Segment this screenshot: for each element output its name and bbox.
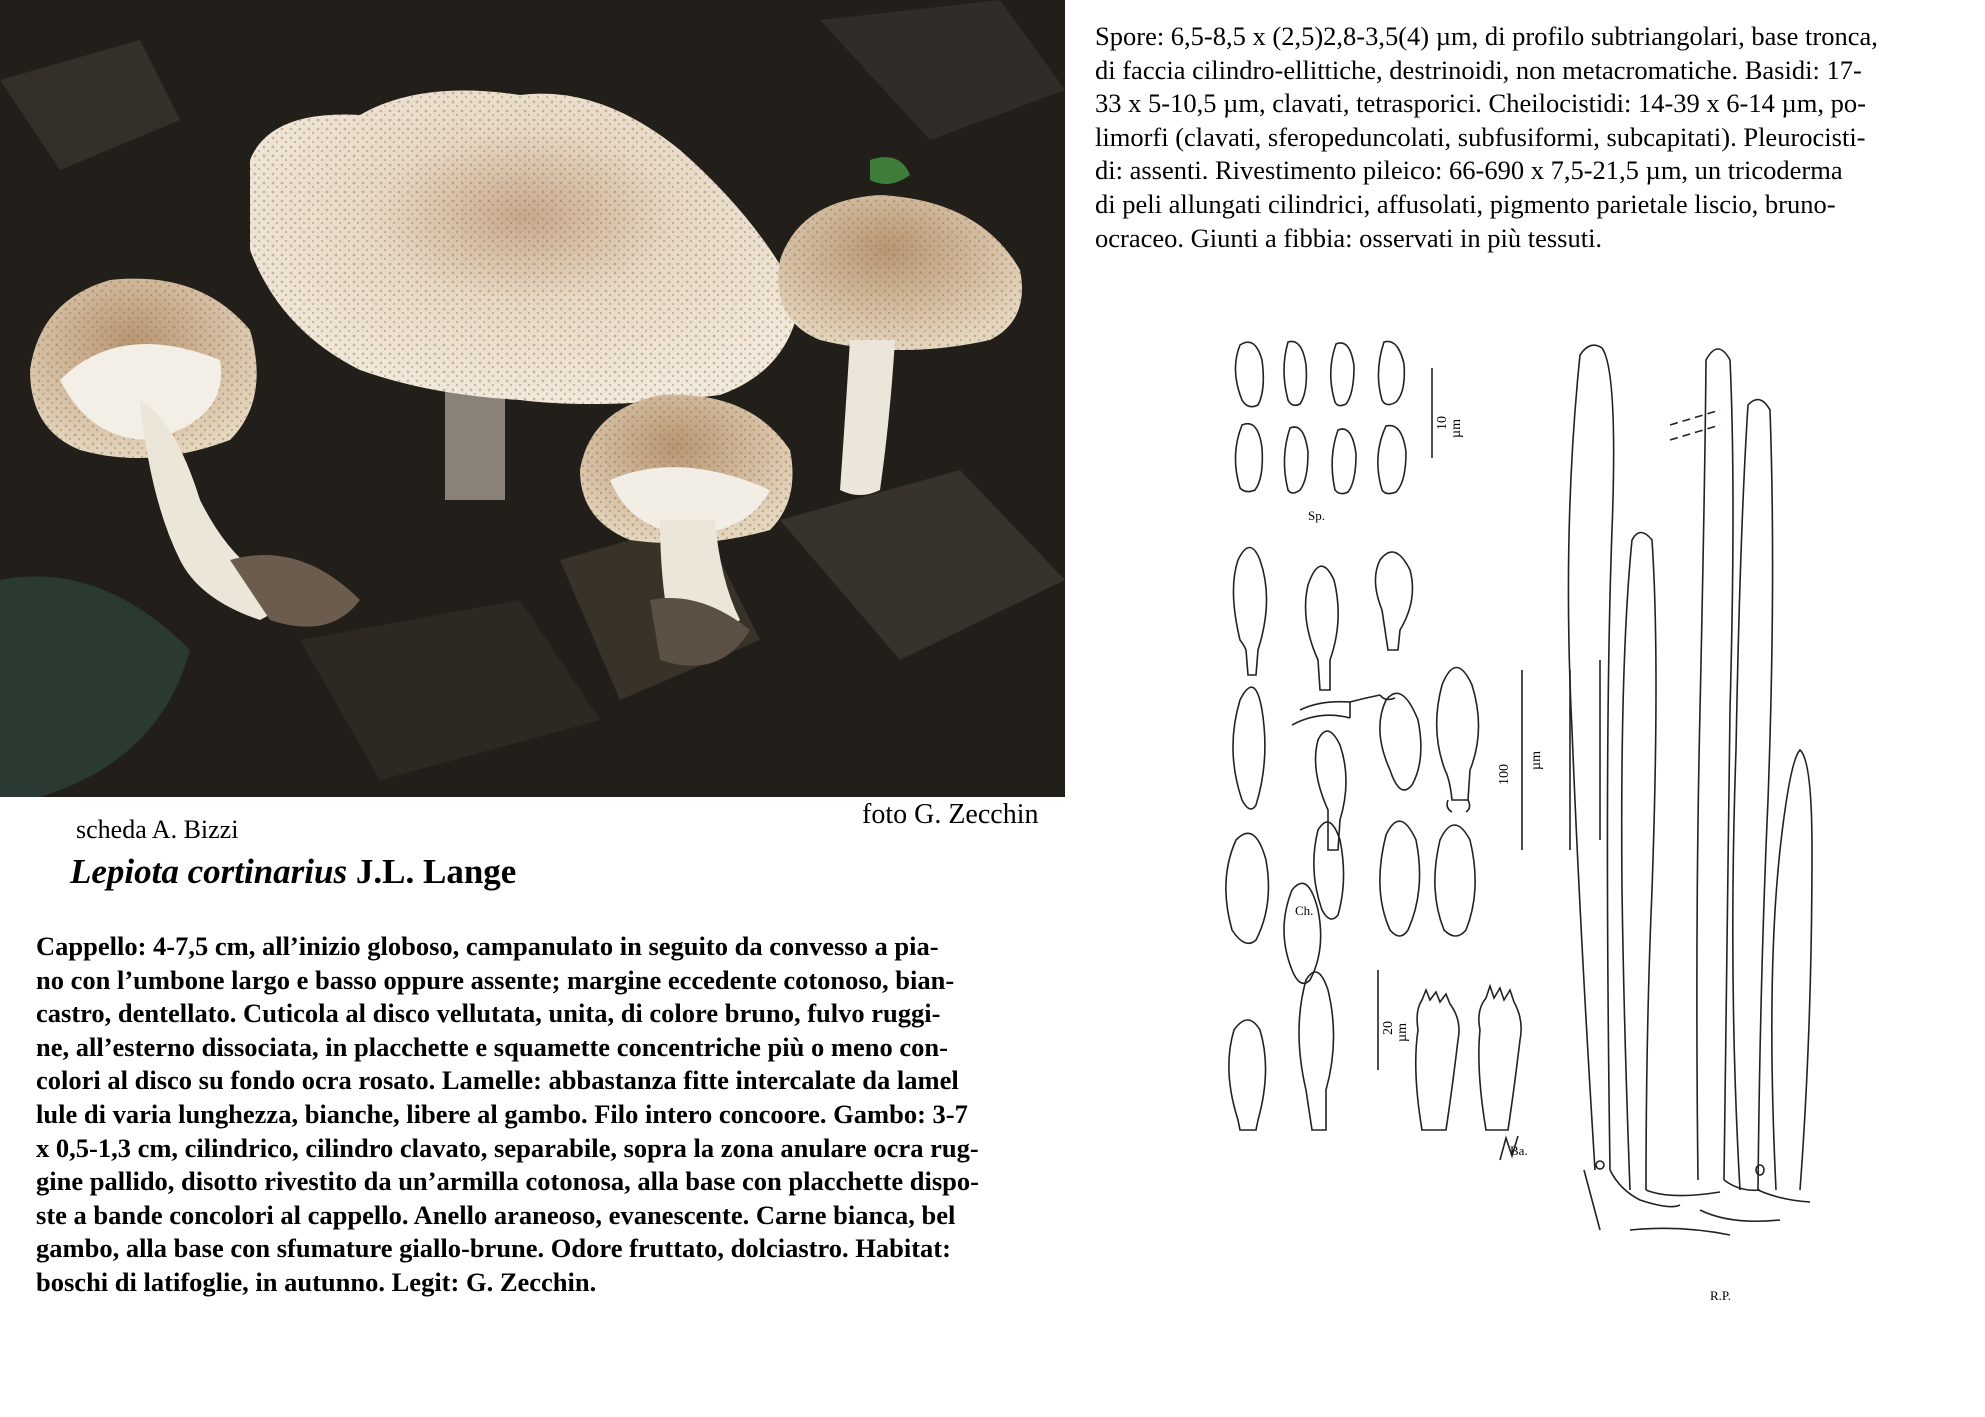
species-title bbox=[70, 852, 516, 892]
description-line: gambo, alla base con sfumature giallo-brune. Odore fruttato, dolciastro. Habitat: bbox=[36, 1233, 951, 1264]
species-author: J.L. Lange bbox=[355, 852, 517, 891]
macroscopic-description bbox=[36, 930, 1106, 1300]
species-name: Lepiota cortinarius bbox=[70, 852, 348, 891]
spores-drawing bbox=[1235, 341, 1464, 523]
description-line: gine pallido, disotto rivestito da un’armilla cotonosa, alla base con placchette dispo- bbox=[36, 1166, 979, 1197]
micro-line: di peli allungati cilindrici, affusolati, pigmento parietale liscio, bruno- bbox=[1095, 188, 1836, 219]
micro-line: limorfi (clavati, sferopeduncolati, subfusiformi, subcapitati). Pleurocisti- bbox=[1095, 121, 1866, 152]
cheilocystidia-label: Ch. bbox=[1295, 903, 1314, 918]
photo-credit: foto G. Zecchin bbox=[862, 799, 1039, 830]
basidia-label: Ba. bbox=[1510, 1143, 1528, 1158]
scale-10-unit: µm bbox=[1449, 419, 1464, 438]
description-line: boschi di latifoglie, in autunno. Legit: G. Zecchin. bbox=[36, 1266, 597, 1297]
scale-100-unit: µm bbox=[1529, 751, 1544, 770]
scale-10-value: 10 bbox=[1435, 416, 1450, 430]
scale-20-value: 20 bbox=[1381, 1021, 1396, 1035]
description-line: ne, all’esterno dissociata, in placchette e squamette concentriche più o meno con- bbox=[36, 1031, 948, 1062]
micro-line: ocraceo. Giunti a fibbia: osservati in più tessuti. bbox=[1095, 222, 1603, 253]
cheilocystidia-drawing bbox=[1226, 548, 1479, 1131]
description-line: castro, dentellato. Cuticola al disco vellutata, unita, di colore bruno, fulvo ruggi- bbox=[36, 998, 941, 1029]
micro-line: di: assenti. Rivestimento pileico: 66-690 x 7,5-21,5 µm, un tricoderma bbox=[1095, 155, 1843, 186]
microscopic-description bbox=[1095, 20, 1975, 255]
micro-line: 33 x 5-10,5 µm, clavati, tetrasporici. Cheilocistidi: 14-39 x 6-14 µm, po- bbox=[1095, 88, 1866, 119]
description-line: colori al disco su fondo ocra rosato. Lamelle: abbastanza fitte intercalate da lamel bbox=[36, 1065, 959, 1096]
pileipellis-drawing bbox=[1497, 345, 1812, 1303]
pileipellis-label: R.P. bbox=[1710, 1288, 1731, 1303]
scheda-credit: scheda A. Bizzi bbox=[76, 815, 239, 844]
description-line: ste a bande concolori al cappello. Anello araneoso, evanescente. Carne bianca, bel bbox=[36, 1199, 956, 1230]
mushroom-photo bbox=[0, 0, 1065, 797]
microscopy-drawing bbox=[1200, 330, 1980, 1310]
description-line: lule di varia lunghezza, bianche, libere al gambo. Filo intero concoore. Gambo: 3-7 bbox=[36, 1098, 968, 1129]
scale-100-value: 100 bbox=[1497, 764, 1512, 785]
scale-20-unit: µm bbox=[1395, 1023, 1410, 1042]
description-line: x 0,5-1,3 cm, cilindrico, cilindro clavato, separabile, sopra la zona anulare ocra rug- bbox=[36, 1132, 979, 1163]
description-line: Cappello: 4-7,5 cm, all’inizio globoso, campanulato in seguito da convesso a pia- bbox=[36, 931, 939, 961]
description-line: no con l’umbone largo e basso oppure assente; margine eccedente cotonoso, bian- bbox=[36, 964, 955, 995]
micro-line: di faccia cilindro-ellittiche, destrinoidi, non metacromatiche. Basidi: 17- bbox=[1095, 54, 1862, 85]
spores-label: Sp. bbox=[1308, 508, 1325, 523]
basidia-drawing bbox=[1378, 970, 1528, 1158]
micro-line: Spore: 6,5-8,5 x (2,5)2,8-3,5(4) µm, di profilo subtriangolari, base tronca, bbox=[1095, 21, 1878, 51]
